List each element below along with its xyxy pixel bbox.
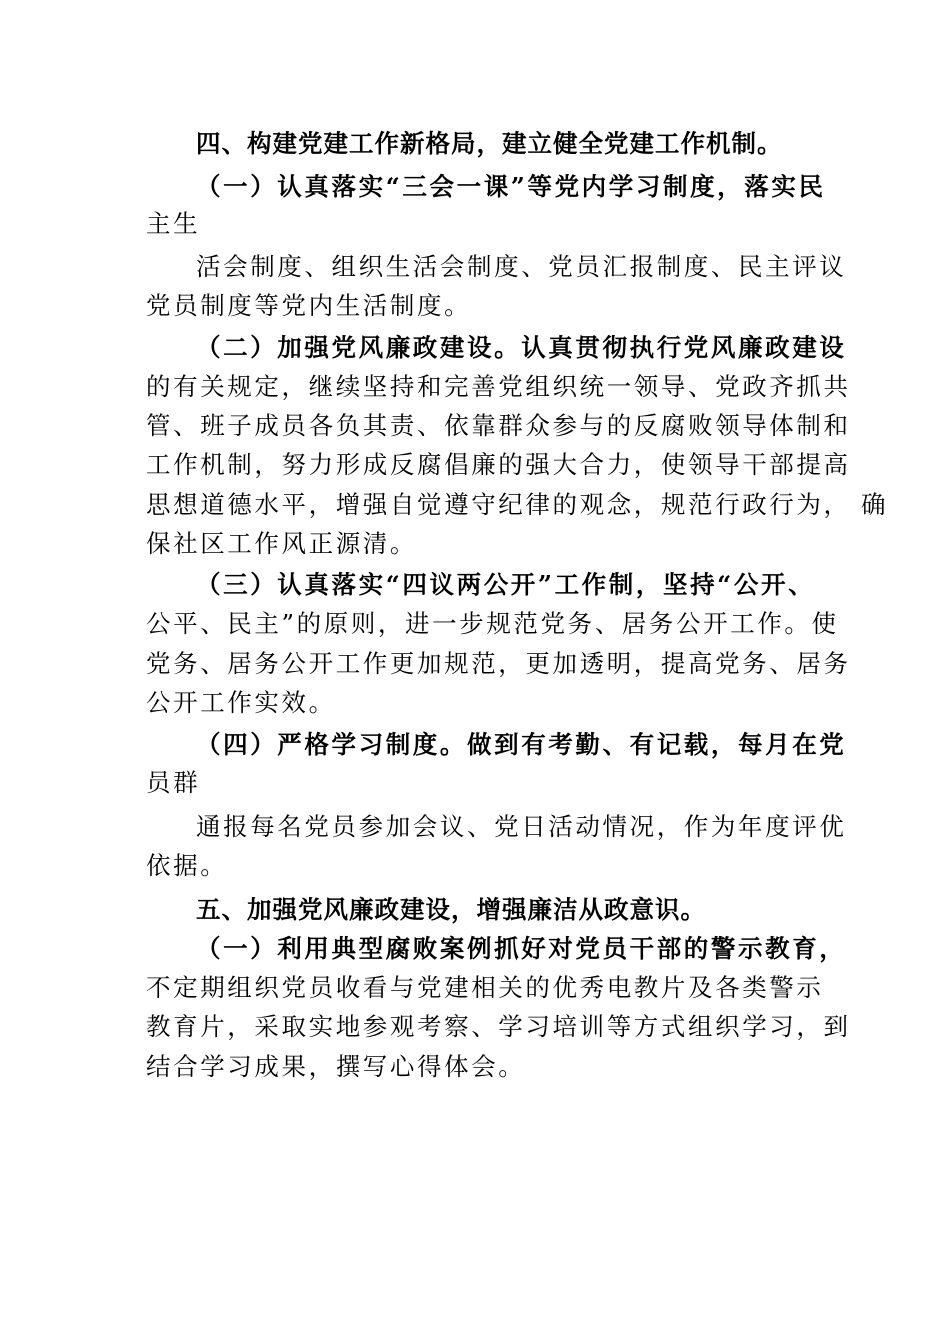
- subsection-4-2-line-6: 保社区工作风正源清。: [146, 529, 417, 558]
- subsection-4-2-line-4: 工作机制，努力形成反腐倡廉的强大合力，使领导干部提高: [146, 450, 851, 479]
- subsection-4-3-line-1: （三）认真落实“四议两公开”工作制，坚持“公开、: [196, 570, 816, 599]
- section-heading-4: 四、构建党建工作新格局，建立健全党建工作机制。: [196, 129, 783, 158]
- subsection-4-1-line-2: 主生: [146, 209, 201, 238]
- section-heading-5: 五、加强党风廉政建设，增强廉洁从政意识。: [196, 895, 706, 924]
- subsection-4-1-line-3: 活会制度、组织生活会制度、党员汇报制度、民主评议: [196, 252, 847, 281]
- subsection-5-1-line-1: （一）利用典型腐败案例抓好对党员干部的警示教育，: [196, 934, 847, 963]
- subsection-4-3-line-2: 公平、民主”的原则，进一步规范党务、居务公开工作。使: [146, 609, 839, 638]
- subsection-4-1-line-1: （一）认真落实“三会一课”等党内学习制度，落实民: [196, 172, 826, 201]
- subsection-5-1-line-2: 不定期组织党员收看与党建相关的优秀电教片及各类警示: [146, 973, 824, 1002]
- subsection-4-4-line-3: 通报每名党员参加会议、党日活动情况，作为年度评优: [196, 812, 847, 841]
- subsection-4-2-line-3: 管、班子成员各负其责、依靠群众参与的反腐败领导体制和: [146, 411, 851, 440]
- subsection-4-2-line-5: 思想道德水平，增强自觉遵守纪律的观念，规范行政行为， 确: [146, 490, 889, 519]
- subsection-4-2-line-1: （二）加强党风廉政建设。认真贯彻执行党风廉政建设: [196, 333, 847, 362]
- subsection-5-1-line-4: 结合学习成果，撰写心得体会。: [146, 1052, 526, 1081]
- subsection-4-4-line-2: 员群: [146, 768, 201, 797]
- subsection-4-2-line-2: 的有关规定，继续坚持和完善党组织统一领导、党政齐抓共: [146, 372, 851, 401]
- subsection-5-1-line-3: 教育片，采取实地参观考察、学习培训等方式组织学习，到: [146, 1012, 851, 1041]
- subsection-4-3-line-4: 公开工作实效。: [146, 688, 336, 717]
- subsection-4-3-line-3: 党务、居务公开工作更加规范，更加透明，提高党务、居务: [146, 649, 851, 678]
- subsection-4-4-line-1: （四）严格学习制度。做到有考勤、有记载，每月在党: [196, 730, 847, 759]
- subsection-4-4-line-4: 依据。: [146, 851, 228, 880]
- subsection-4-1-line-4: 党员制度等党内生活制度。: [146, 291, 472, 320]
